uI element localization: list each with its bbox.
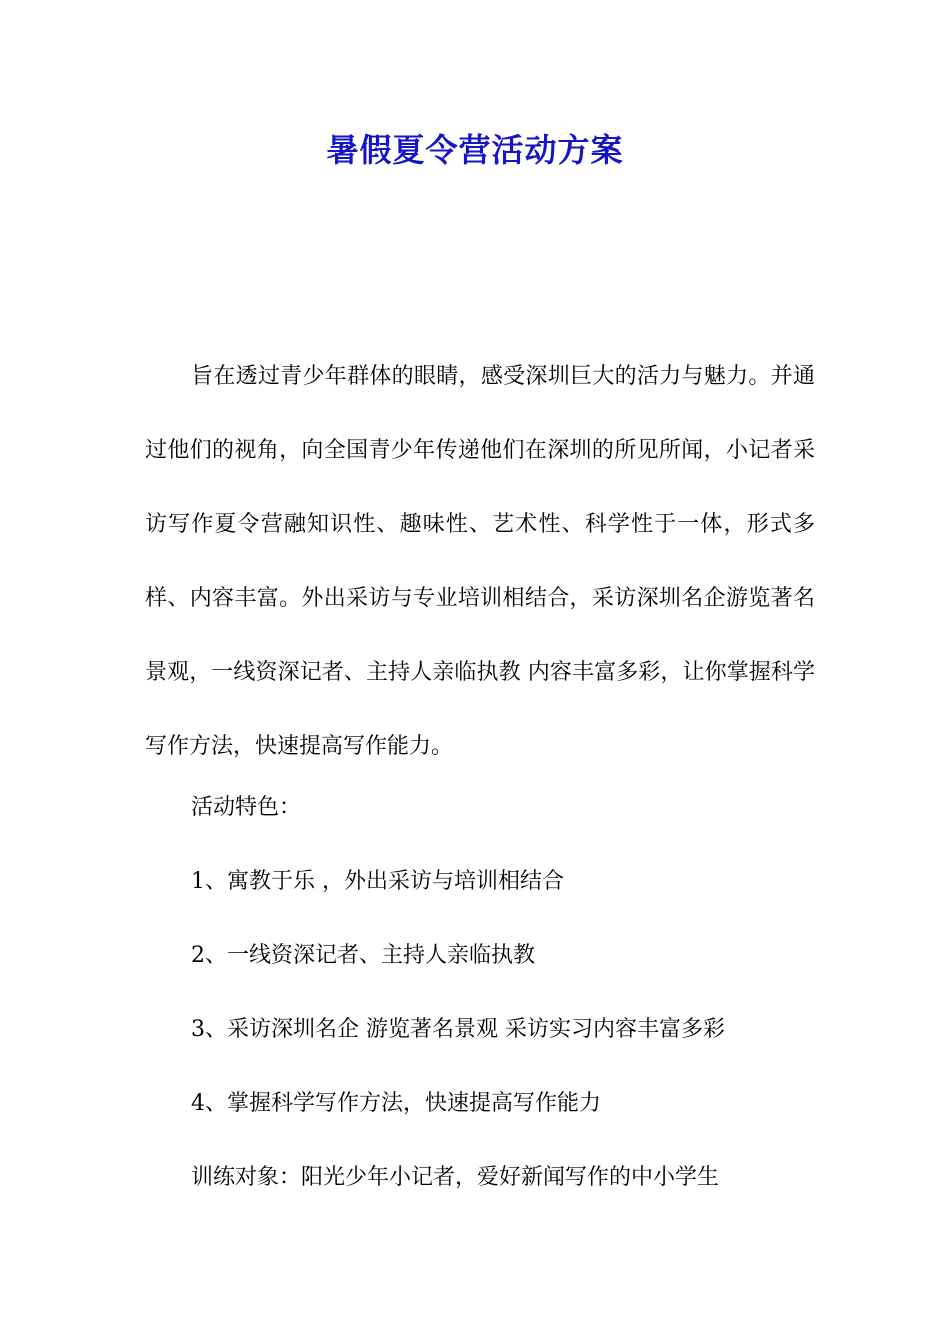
- target-audience: 训练对象：阳光少年小记者，爱好新闻写作的中小学生: [191, 1165, 720, 1190]
- page-title: 暑假夏令营活动方案: [326, 131, 624, 169]
- feature-item-3: 3、采访深圳名企 游览著名景观 采访实习内容丰富多彩: [191, 1017, 725, 1042]
- features-heading: 活动特色：: [191, 795, 302, 820]
- feature-item-1: 1、寓教于乐 ，外出采访与培训相结合: [191, 869, 564, 894]
- intro-paragraph: 旨在透过青少年群体的眼睛，感受深圳巨大的活力与魅力。并通过他们的视角，向全国青少年传递他们在深圳的所见所闻，小记者采访写作夏令营融知识性、趣味性、艺术性、科学性于一体，形式多样、内容丰富。外出采访与专业培训相结合，采访深圳名企游览著名景观，一线资深记者、主持人亲临执教 内容丰富多彩，让你掌握科学写作方法，快速提高写作能力。: [145, 364, 815, 759]
- feature-item-4: 4、掌握科学写作方法，快速提高写作能力: [191, 1091, 601, 1116]
- feature-item-2: 2、一线资深记者、主持人亲临执教: [191, 943, 535, 968]
